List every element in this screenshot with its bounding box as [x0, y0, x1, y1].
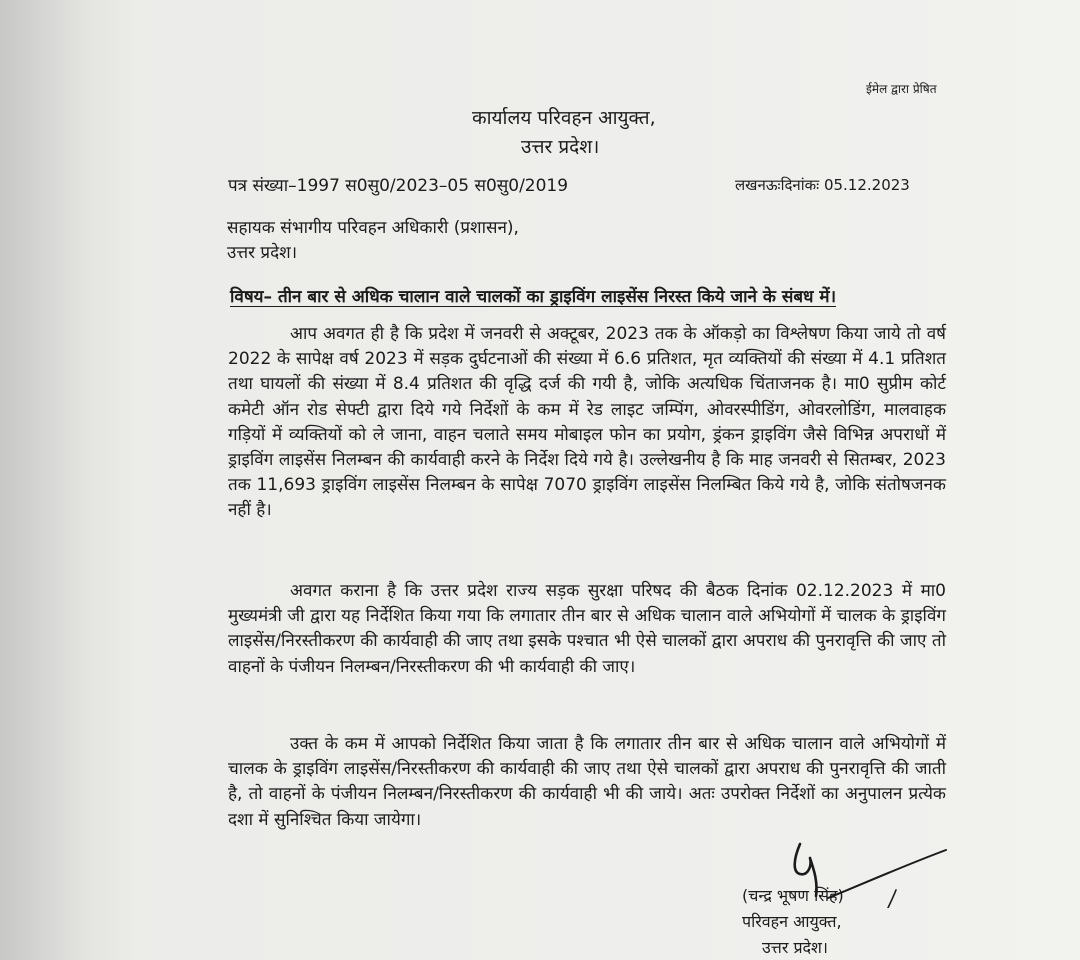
recipient-title: सहायक संभागीय परिवहन अधिकारी (प्रशासन), [227, 218, 519, 238]
office-title: कार्यालय परिवहन आयुक्त, [472, 107, 656, 129]
recipient-state: उत्तर प्रदेश। [227, 243, 298, 263]
body-paragraph-2: अवगत कराना है कि उत्तर प्रदेश राज्य सड़क सुरक्षा परिषद की बैठक दिनांक 02.12.2023 में मा0 मुख्यमंत्री जी द्वारा यह निर्देशित किया गया कि लगातार तीन बार से अधिक चालान वाले अभियोगों में चालक के ड्राइविंग लाइसेंस/निरस्तीकरण की कार्यवाही की जाए तथा इसके पश्चात भी ऐसे चालकों द्वारा अपराध की पुनरावृत्ति की जाए तो वाहनों के पंजीयन निलम्बन/निरस्तीकरण की भी कार्यवाही की जाए। [228, 581, 946, 677]
letter-reference-number: पत्र संख्या–1997 स0सु0/2023–05 स0सु0/2019 [228, 176, 569, 196]
office-state: उत्तर प्रदेश। [521, 136, 600, 158]
signatory-designation: परिवहन आयुक्त, [742, 912, 842, 931]
signatory-state: उत्तर प्रदेश। [762, 938, 828, 957]
subject-line: विषय– तीन बार से अधिक चालान वाले चालकों का ड्राइविंग लाइसेंस निरस्त किये जाने के संबध में। [230, 287, 837, 307]
page-shadow [0, 0, 140, 960]
body-paragraph-1: आप अवगत ही है कि प्रदेश में जनवरी से अक्टूबर, 2023 तक के ऑकड़ो का विश्लेषण किया जाये तो वर्ष 2022 के सापेक्ष वर्ष 2023 में सड़क दुर्घटनाओं की संख्या में 6.6 प्रतिशत, मृत व्यक्तियों की संख्या में 4.1 प्रतिशत तथा घायलों की संख्या में 8.4 प्रतिशत की वृद्धि दर्ज की गयी है, जोकि अत्यधिक चिंताजनक है। मा0 सुप्रीम कोर्ट कमेटी ऑन रोड सेफ्टी द्वारा दिये गये निर्देशों के कम में रेड लाइट जम्पिंग, ओवरस्पीडिंग, ओवरलोडिंग, मालवाहक गड़ियों में व्यक्तियों को ले जाना, वाहन चलाते समय मोबाइल फोन का प्रयोग, ड्रंकन ड्राइविंग जैसे विभिन्न अपराधों में ड्राइविंग लाइसेंस निलम्बन की कार्यवाही करने के निर्देश दिये गये है। उल्लेखनीय है कि माह जनवरी से सितम्बर, 2023 तक 11,693 ड्राइविंग लाइसेंस निलम्बन के सापेक्ष 7070 ड्राइविंग लाइसेंस निलम्बित किये गये है, जोकि संतोषजनक नहीं है। [228, 324, 946, 521]
email-dispatch-note: ईमेल द्वारा प्रेषित [866, 82, 937, 96]
body-paragraph-3: उक्त के कम में आपको निर्देशित किया जाता है कि लगातार तीन बार से अधिक चालान वाले अभियोगों में चालक के ड्राइविंग लाइसेंस/निरस्तीकरण की कार्यवाही की जाए तथा ऐसे चालकों द्वारा अपराध की पुनरावृत्ति की जाती है, तो वाहनों के पंजीयन निलम्बन/निरस्तीकरण की कार्यवाही भी की जाये। अतः उपरोक्त निर्देशों का अनुपालन प्रत्येक दशा में सुनिश्चित किया जायेगा। [228, 734, 946, 830]
letter-date: लखनऊःदिनांकः 05.12.2023 [735, 176, 910, 194]
signatory-name: (चन्द्र भूषण सिंह) [742, 886, 844, 905]
